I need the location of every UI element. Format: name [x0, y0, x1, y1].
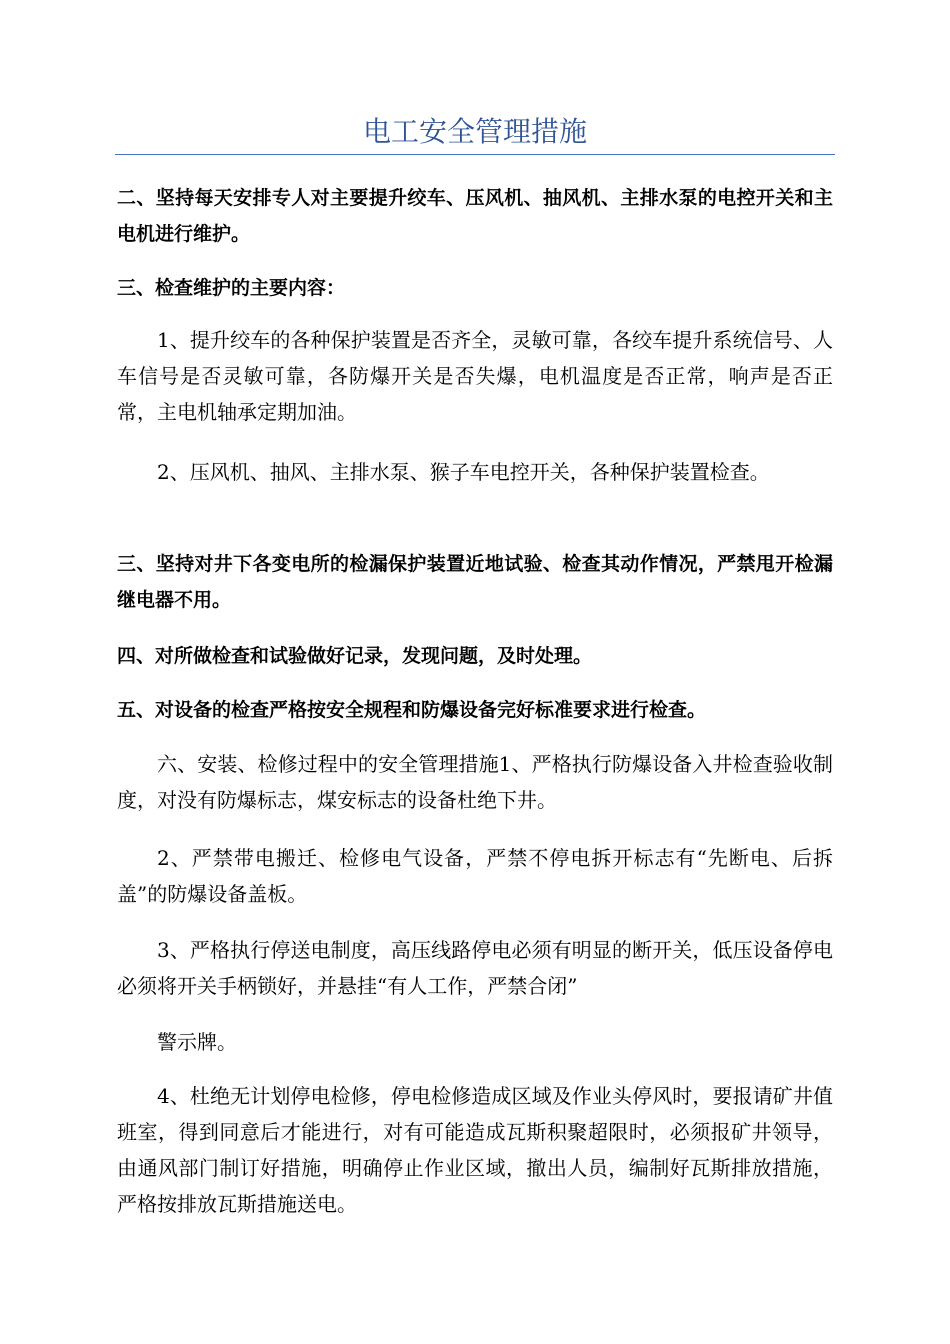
paragraph-3-leakage-test: 三、坚持对井下各变电所的检漏保护装置近地试验、检查其动作情况，严禁甩开检漏继电器不用。 [117, 553, 833, 611]
paragraph-2-daily-maintenance: 二、坚持每天安排专人对主要提升绞车、压风机、抽风机、主排水泵的电控开关和主电机进行维护。 [117, 187, 833, 245]
document-title: 电工安全管理措施 [362, 115, 587, 148]
paragraph-6-installation: 六、安装、检修过程中的安全管理措施1、严格执行防爆设备入井检查验收制度，对没有防爆标志，煤安标志的设备杜绝下井。 [117, 752, 833, 812]
paragraph-warning-sign: 警示牌。 [157, 1030, 237, 1054]
paragraph-item-2-compressor: 2、压风机、抽风、主排水泵、猴子车电控开关，各种保护装置检查。 [157, 460, 770, 484]
title-underline [115, 154, 835, 155]
paragraph-3-inspection-heading: 三、检查维护的主要内容： [117, 277, 346, 299]
paragraph-4-records: 四、对所做检查和试验做好记录，发现问题，及时处理。 [117, 645, 593, 667]
paragraph-item-3-power-cutoff: 3、严格执行停送电制度，高压线路停电必须有明显的断开关，低压设备停电必须将开关手柄锁好，并悬挂“有人工作，严禁合闭” [117, 938, 833, 998]
paragraph-item-4-planned-outage: 4、杜绝无计划停电检修，停电检修造成区域及作业头停风时，要报请矿井值班室，得到同意后才能进行，对有可能造成瓦斯积聚超限时，必须报矿井领导，由通风部门制订好措施，明确停止作业区域，撤出人员，编制好瓦斯排放措施，严格按排放瓦斯措施送电。 [117, 1084, 833, 1216]
paragraph-item-2-live-work: 2、严禁带电搬迁、检修电气设备，严禁不停电拆开标志有“先断电、后拆盖”的防爆设备盖板。 [117, 846, 833, 906]
paragraph-item-1-winch: 1、提升绞车的各种保护装置是否齐全，灵敏可靠，各绞车提升系统信号、人车信号是否灵敏可靠，各防爆开关是否失爆，电机温度是否正常，响声是否正常，主电机轴承定期加油。 [117, 328, 833, 424]
paragraph-5-standards: 五、对设备的检查严格按安全规程和防爆设备完好标准要求进行检查。 [117, 699, 707, 721]
